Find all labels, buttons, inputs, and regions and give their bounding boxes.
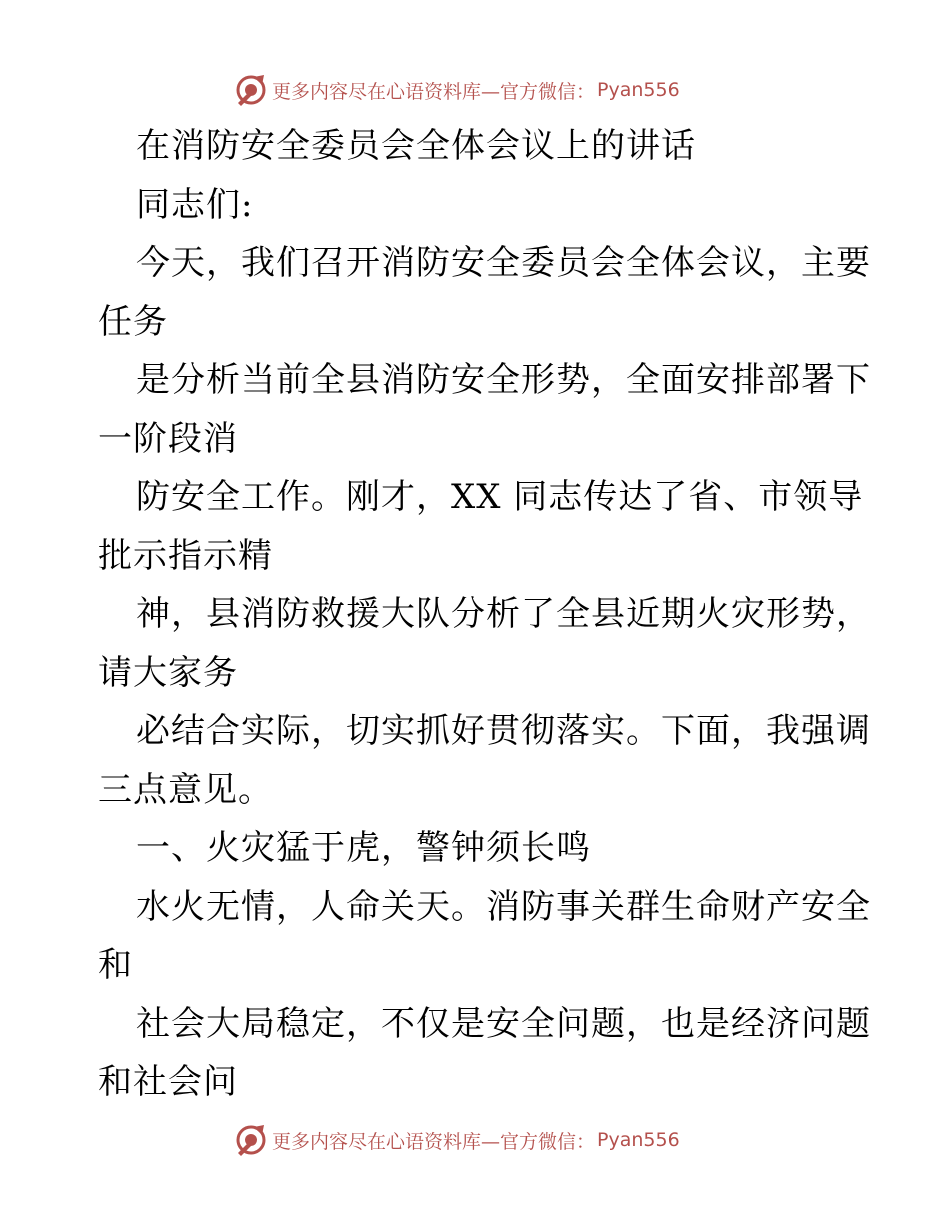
text-line: 社会大局稳定，不仅是安全问题，也是经济问题 — [136, 1003, 871, 1044]
pen-logo-icon — [234, 1123, 268, 1157]
section-heading: 一、火灾猛于虎，警钟须长鸣 — [136, 828, 591, 868]
text-line: 任务 — [98, 301, 168, 342]
text-line: 神，县消防救援大队分析了全县近期火灾形势， — [136, 594, 871, 634]
speech-body — [98, 117, 871, 1112]
text-line: 和社会问 — [98, 1062, 238, 1102]
header-watermark-banner — [234, 71, 680, 109]
text-line: 同志们: — [136, 184, 254, 225]
text-line: 必结合实际，切实抓好贯彻落实。下面，我强调 — [136, 711, 871, 751]
text-line: 请大家务 — [98, 652, 238, 693]
pen-logo-icon — [234, 73, 268, 107]
text-line: 一阶段消 — [98, 418, 238, 459]
text-line: 是分析当前全县消防安全形势，全面安排部署下 — [136, 360, 871, 400]
text-line: 今天，我们召开消防安全委员会全体会议，主要 — [136, 243, 871, 283]
footer-watermark-banner — [234, 1121, 680, 1159]
text-line: 在消防安全委员会全体会议上的讲话 — [136, 126, 696, 166]
text-line: 批示指示精 — [98, 535, 273, 576]
banner-text: 更多内容尽在心语资料库—官方微信： — [272, 80, 596, 103]
text-line: 三点意见。 — [98, 769, 273, 810]
text-line: 水火无情，人命关天。消防事关群生命财产安全 — [136, 886, 871, 927]
banner-handle: Pyan556 — [597, 1129, 680, 1151]
banner-text: 更多内容尽在心语资料库—官方微信： — [272, 1130, 596, 1153]
banner-handle: Pyan556 — [597, 79, 680, 101]
text-line: 防安全工作。刚才，XX 同志传达了省、市领导 — [136, 477, 864, 517]
text-line: 和 — [98, 945, 133, 985]
